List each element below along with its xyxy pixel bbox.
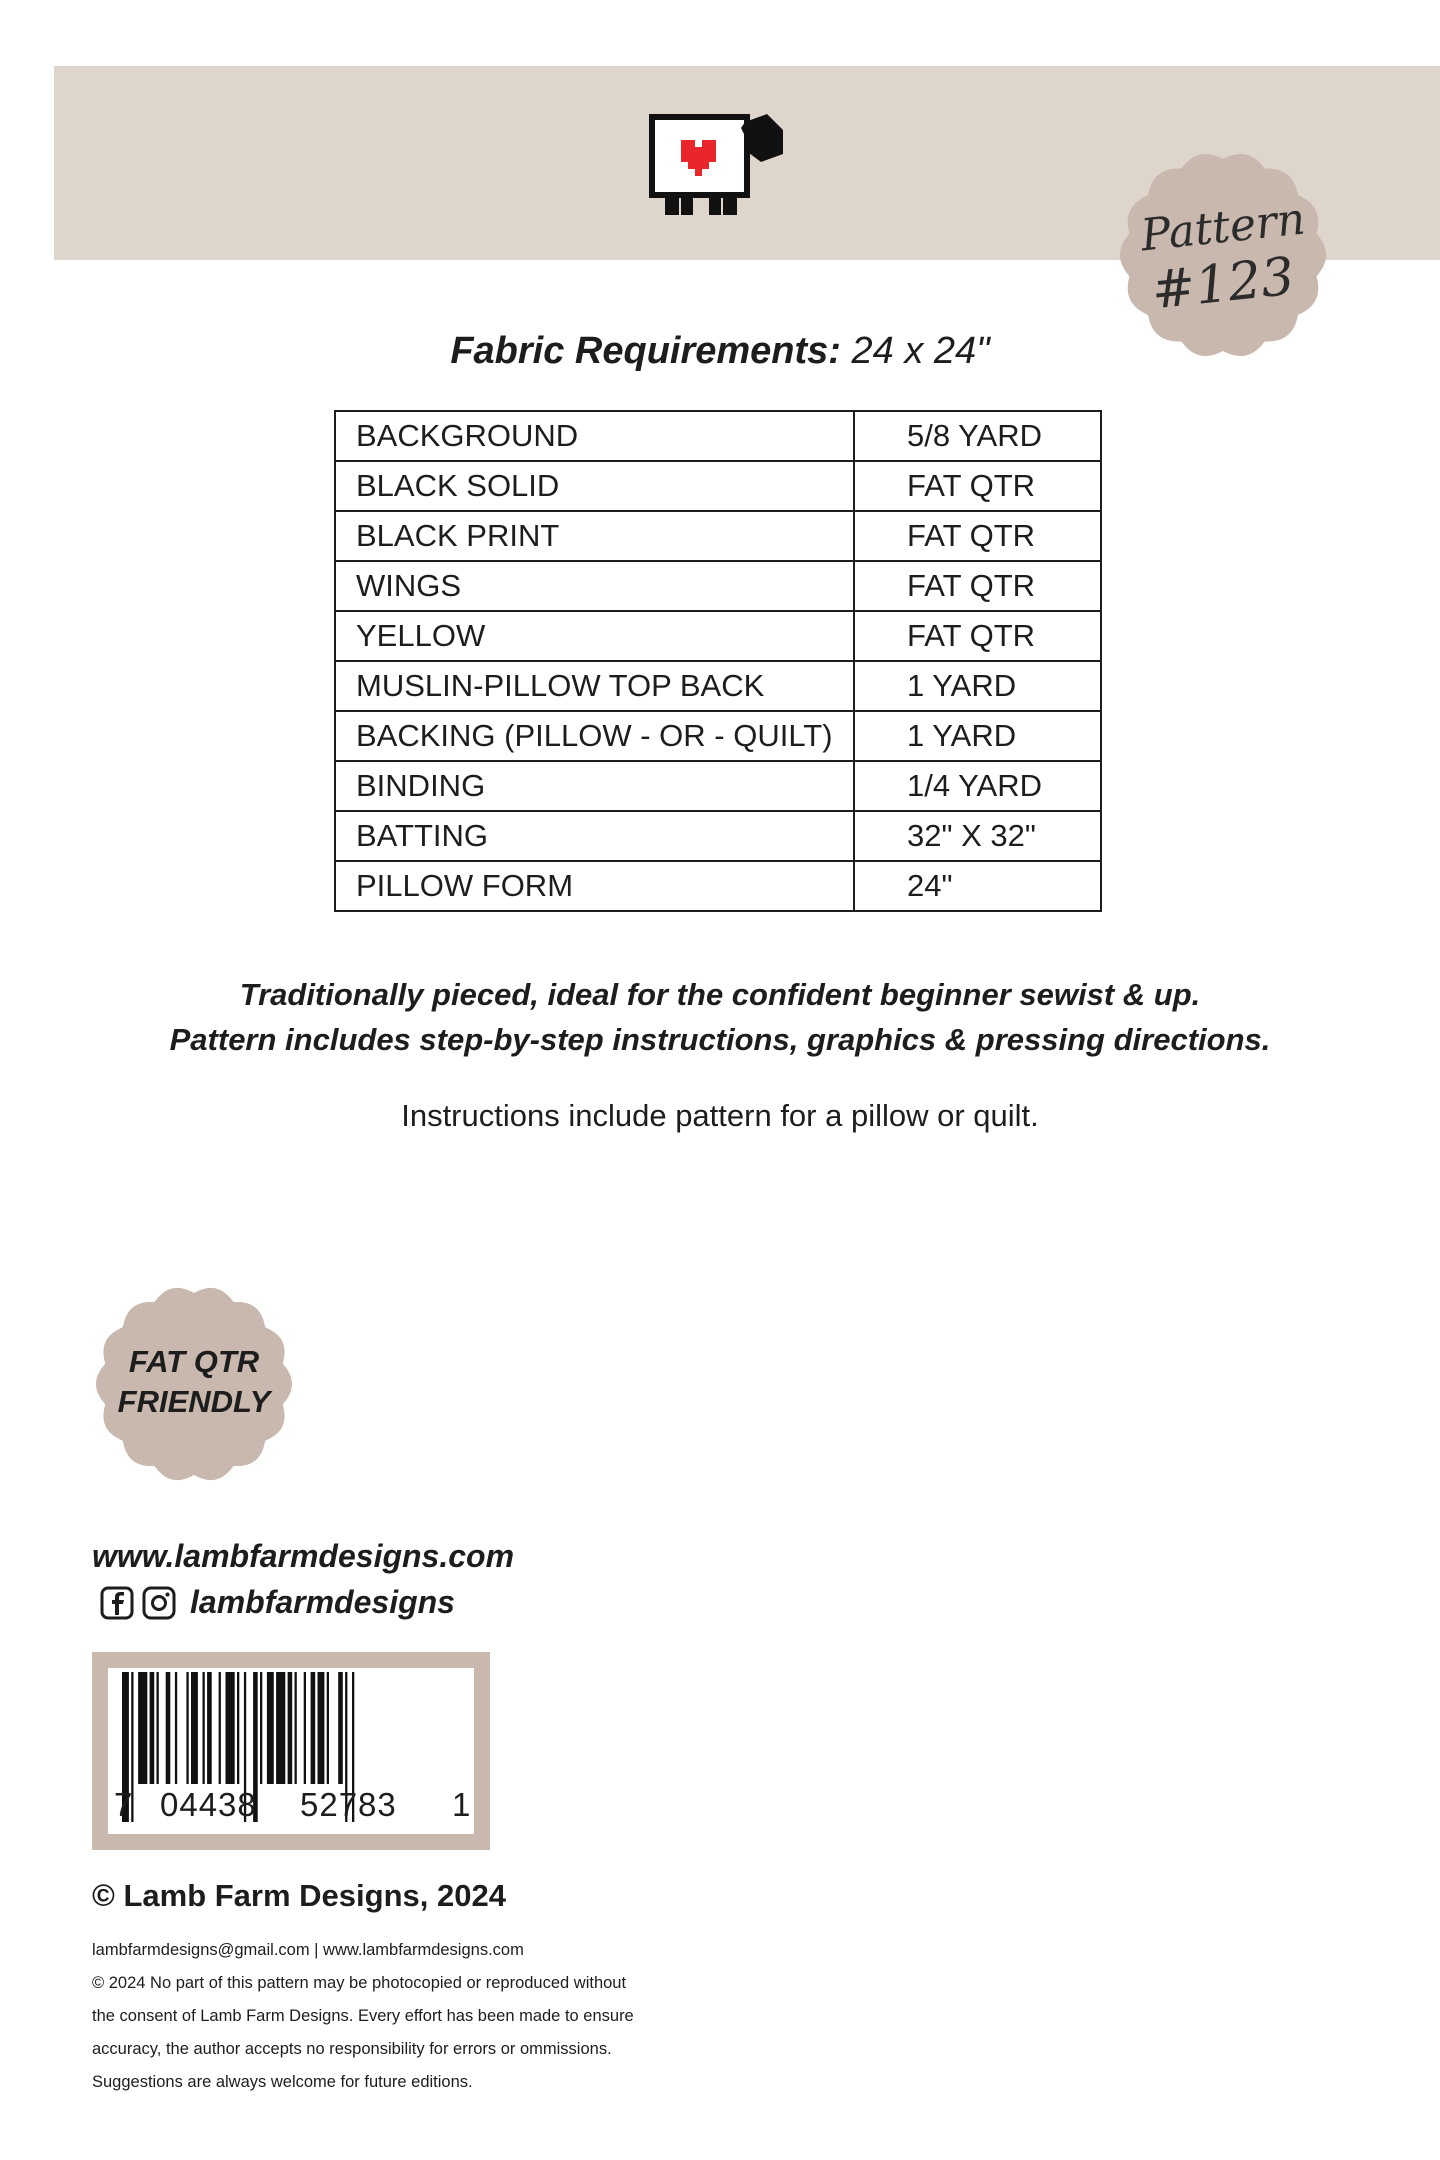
fabric-amount: 1 YARD: [854, 661, 1101, 711]
fabric-title-size: 24 x 24": [851, 330, 990, 372]
description-line-1: Traditionally pieced, ideal for the confident beginner sewist & up.: [239, 977, 1201, 1012]
fabric-amount: FAT QTR: [854, 611, 1101, 661]
upc-barcode: [108, 1668, 474, 1834]
pattern-number-badge: [1118, 150, 1328, 360]
barcode-digits-left: 04438: [160, 1786, 257, 1823]
fabric-amount: 24": [854, 861, 1101, 911]
barcode-bar: [311, 1672, 316, 1784]
barcode-bar: [203, 1672, 205, 1784]
barcode-bar: [237, 1672, 239, 1784]
table-row: [335, 561, 1101, 611]
description-line-2: Pattern includes step-by-step instructions, graphics & pressing directions.: [169, 1022, 1271, 1057]
fabric-item: YELLOW: [335, 611, 854, 661]
barcode-bar: [295, 1672, 297, 1784]
fine-print-line: © 2024 No part of this pattern may be photocopied or reproduced without: [92, 1974, 627, 1992]
fabric-item: BLACK PRINT: [335, 511, 854, 561]
fabric-item: WINGS: [335, 561, 854, 611]
facebook-icon[interactable]: [100, 1586, 134, 1620]
barcode-bar: [191, 1672, 198, 1784]
copyright-heading: © Lamb Farm Designs, 2024: [92, 1878, 506, 1913]
barcode-bar: [318, 1672, 325, 1784]
fine-print-line: accuracy, the author accepts no responsibility for errors or ommissions.: [92, 2040, 612, 2058]
fabric-amount: 1/4 YARD: [854, 761, 1101, 811]
barcode-bar: [157, 1672, 159, 1784]
barcode-bar: [304, 1672, 306, 1784]
barcode-bar: [219, 1672, 221, 1784]
table-row: [335, 861, 1101, 911]
fat-badge-line-2: FRIENDLY: [117, 1384, 271, 1419]
table-row: [335, 411, 1101, 461]
barcode-bar: [276, 1672, 285, 1784]
social-handle[interactable]: lambfarmdesigns: [190, 1584, 455, 1620]
fabric-amount: 5/8 YARD: [854, 411, 1101, 461]
fabric-item: MUSLIN-PILLOW TOP BACK: [335, 661, 854, 711]
fabric-requirements-table: [334, 410, 1102, 912]
barcode-digits-right: 52783: [300, 1786, 397, 1823]
table-row: [335, 461, 1101, 511]
barcode-digit-first: 7: [114, 1786, 133, 1823]
barcode-bar: [260, 1672, 262, 1784]
fat-qtr-friendly-badge: [94, 1284, 294, 1484]
barcode-bar: [207, 1672, 212, 1784]
fabric-amount: 32" X 32": [854, 811, 1101, 861]
fine-print: [92, 1934, 732, 2099]
fat-badge-line-1: FAT QTR: [128, 1344, 260, 1379]
sheep-logo: [645, 110, 790, 220]
table-row: [335, 511, 1101, 561]
fabric-requirements-title: [0, 330, 1440, 373]
barcode-digits: [108, 1786, 474, 1826]
fabric-title-label: Fabric Requirements:: [450, 330, 841, 372]
fine-print-line: Suggestions are always welcome for future editions.: [92, 2073, 473, 2091]
fabric-item: BLACK SOLID: [335, 461, 854, 511]
barcode-bar: [226, 1672, 235, 1784]
badge-pattern-number: #123: [1148, 246, 1298, 322]
barcode-bar: [186, 1672, 188, 1784]
table-row: [335, 811, 1101, 861]
fabric-item: PILLOW FORM: [335, 861, 854, 911]
fabric-item: BATTING: [335, 811, 854, 861]
barcode-bar: [166, 1672, 171, 1784]
pattern-description: [0, 972, 1440, 1062]
barcode-bar: [288, 1672, 293, 1784]
barcode-frame: [92, 1652, 490, 1850]
fabric-item: BACKGROUND: [335, 411, 854, 461]
fabric-amount: FAT QTR: [854, 461, 1101, 511]
fabric-amount: 1 YARD: [854, 711, 1101, 761]
fabric-amount: FAT QTR: [854, 561, 1101, 611]
barcode-bar: [175, 1672, 177, 1784]
social-links: [100, 1584, 455, 1621]
fabric-item: BACKING (PILLOW - OR - QUILT): [335, 711, 854, 761]
website-link[interactable]: www.lambfarmdesigns.com: [92, 1538, 515, 1574]
barcode-bar: [338, 1672, 343, 1784]
barcode-bar: [150, 1672, 155, 1784]
table-row: [335, 661, 1101, 711]
barcode-bar: [267, 1672, 274, 1784]
badge-pattern-label: Pattern: [1138, 193, 1308, 262]
table-row: [335, 761, 1101, 811]
barcode-bar: [327, 1672, 329, 1784]
fabric-amount: FAT QTR: [854, 511, 1101, 561]
table-row: [335, 611, 1101, 661]
table-row: [335, 711, 1101, 761]
instructions-note: Instructions include pattern for a pillow or quilt.: [401, 1098, 1039, 1133]
fabric-item: BINDING: [335, 761, 854, 811]
barcode-digit-last: 1: [452, 1786, 471, 1823]
instagram-icon[interactable]: [142, 1586, 176, 1620]
barcode-bar: [138, 1672, 147, 1784]
fine-print-line: lambfarmdesigns@gmail.com | www.lambfarmdesigns.com: [92, 1941, 524, 1959]
fine-print-line: the consent of Lamb Farm Designs. Every effort has been made to ensure: [92, 2007, 634, 2025]
